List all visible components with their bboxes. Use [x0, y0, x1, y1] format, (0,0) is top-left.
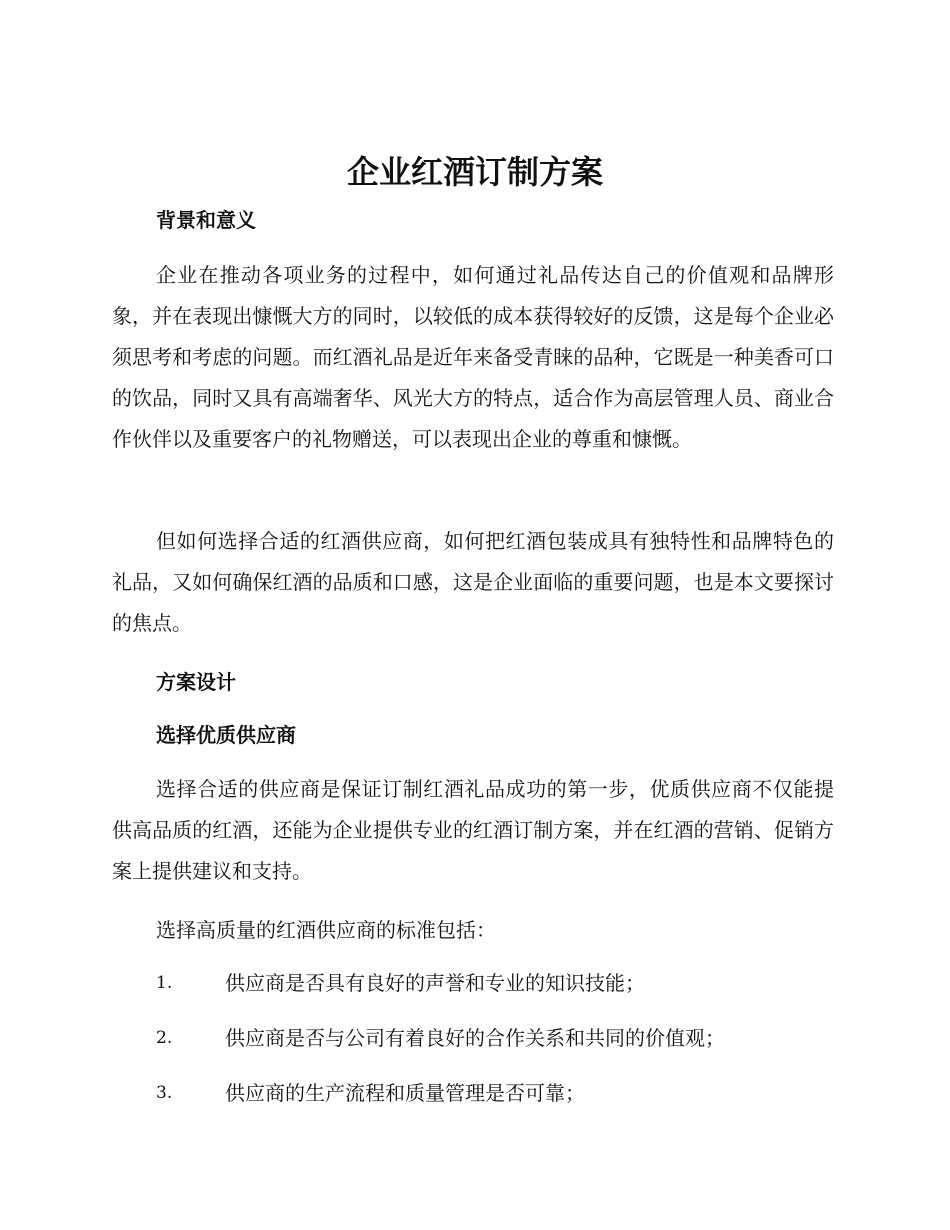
list-text: 供应商是否具有良好的声誉和专业的知识技能；	[225, 971, 645, 995]
list-number: 3.	[156, 1083, 173, 1103]
criteria-intro: 选择高质量的红酒供应商的标准包括：	[156, 918, 496, 942]
list-item	[156, 1078, 836, 1108]
page-title: 企业红酒订制方案	[346, 153, 603, 191]
paragraph-supplier: 选择合适的供应商是保证订制红酒礼品成功的第一步，优质供应商不仅能提供高品质的红酒，还能为企业提供专业的红酒订制方案，并在红酒的营销、促销方案上提供建议和支持。	[112, 777, 834, 883]
paragraph-background-2: 但如何选择合适的红酒供应商，如何把红酒包装成具有独特性和品牌特色的礼品，又如何确保红酒的品质和口感，这是企业面临的重要问题，也是本文要探讨的焦点。	[112, 529, 834, 635]
list-number: 2.	[156, 1028, 173, 1048]
list-text: 供应商是否与公司有着良好的合作关系和共同的价值观；	[225, 1026, 725, 1050]
list-item	[156, 968, 836, 998]
list-number: 1.	[156, 973, 173, 993]
list-item	[156, 1023, 836, 1053]
list-text: 供应商的生产流程和质量管理是否可靠；	[225, 1081, 585, 1105]
section-heading-design: 方案设计	[156, 670, 236, 694]
section-heading-background: 背景和意义	[156, 208, 256, 232]
section-heading-supplier: 选择优质供应商	[156, 723, 296, 747]
paragraph-background-1: 企业在推动各项业务的过程中，如何通过礼品传达自己的价值观和品牌形象，并在表现出慷慨大方的同时，以较低的成本获得较好的反馈，这是每个企业必须思考和考虑的问题。而红酒礼品是近年来备受青睐的品种，它既是一种美香可口的饮品，同时又具有高端奢华、风光大方的特点，适合作为高层管理人员、商业合作伙伴以及重要客户的礼物赠送，可以表现出企业的尊重和慷慨。	[112, 263, 834, 451]
